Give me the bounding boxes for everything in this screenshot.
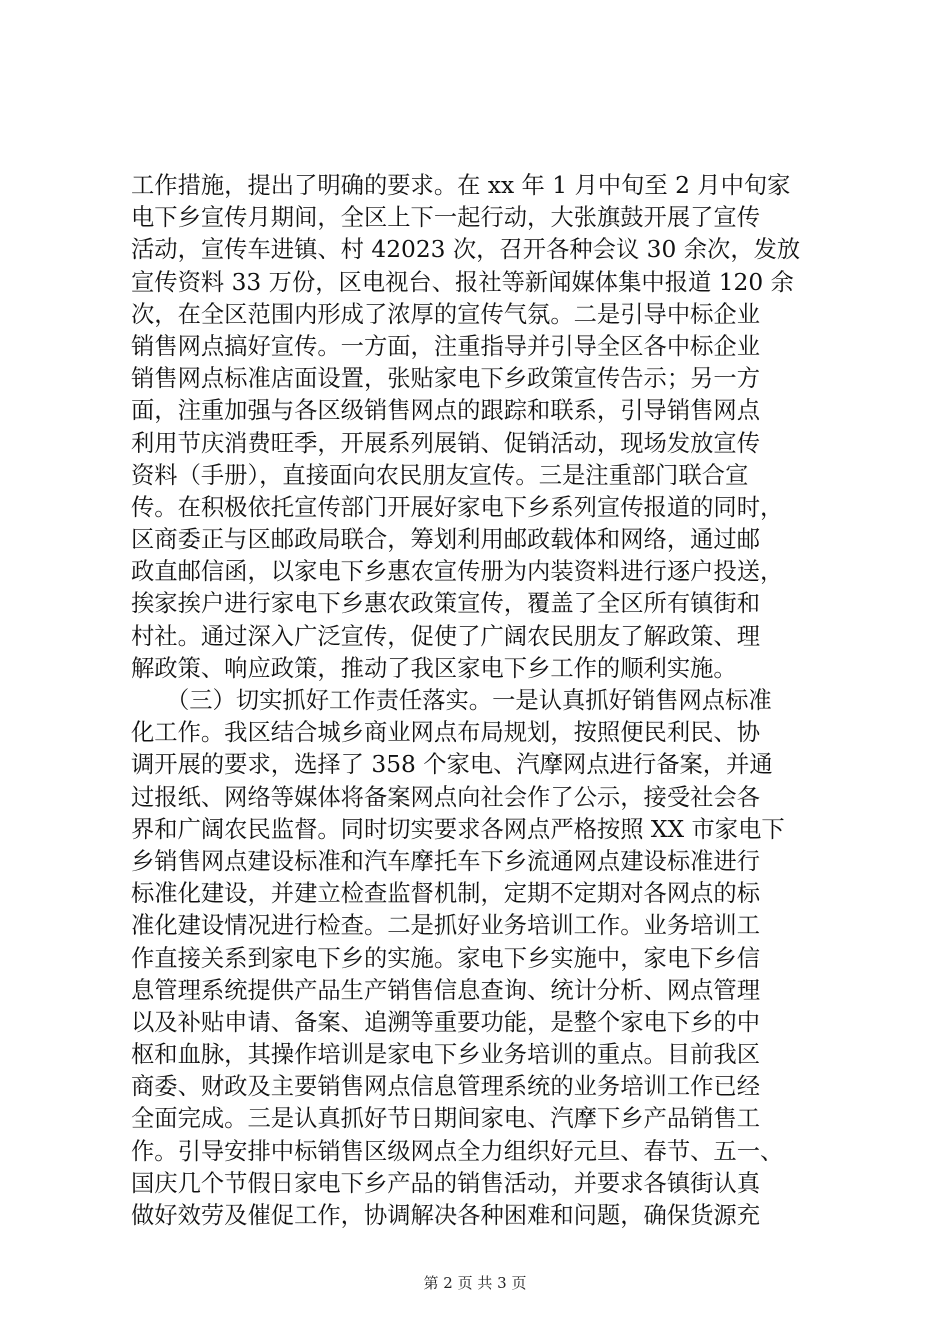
- page-footer: 第 2 页 共 3 页: [423, 1274, 527, 1292]
- text-line: 资料（手册），直接面向农民朋友宣传。三是注重部门联合宣: [131, 461, 749, 489]
- text-line: 销售网点标准店面设置，张贴家电下乡政策宣传告示；另一方: [131, 365, 761, 393]
- text-line: 次，在全区范围内形成了浓厚的宣传气氛。二是引导中标企业: [131, 300, 761, 328]
- text-line: 商委、财政及主要销售网点信息管理系统的业务培训工作已经: [131, 1073, 761, 1101]
- text-line: 做好效劳及催促工作，协调解决各种困难和问题，确保货源充: [131, 1202, 761, 1229]
- text-line: 面，注重加强与各区级销售网点的跟踪和联系，引导销售网点: [131, 397, 761, 425]
- text-line: 过报纸、网络等媒体将备案网点向社会作了公示，接受社会各: [131, 783, 761, 811]
- text-line: 作。引导安排中标销售区级网点全力组织好元旦、春节、五一、: [131, 1137, 784, 1165]
- text-line: 挨家挨户进行家电下乡惠农政策宣传，覆盖了全区所有镇街和: [131, 590, 761, 618]
- text-line: 界和广阔农民监督。同时切实要求各网点严格按照 XX 市家电下: [131, 815, 785, 843]
- text-line: 息管理系统提供产品生产销售信息查询、统计分析、网点管理: [131, 976, 761, 1004]
- text-line: 枢和血脉，其操作培训是家电下乡业务培训的重点。目前我区: [131, 1041, 761, 1069]
- section-heading-line: （三）切实抓好工作责任落实。一是认真抓好销售网点标准: [131, 687, 772, 714]
- text-line: 区商委正与区邮政局联合，筹划利用邮政载体和网络，通过邮: [131, 526, 761, 554]
- text-line: 化工作。我区结合城乡商业网点布局规划，按照便民利民、协: [131, 719, 761, 747]
- text-line: 准化建设情况进行检查。二是抓好业务培训工作。业务培训工: [131, 912, 761, 940]
- text-line: 电下乡宣传月期间，全区上下一起行动，大张旗鼓开展了宣传: [131, 204, 761, 232]
- text-line: 全面完成。三是认真抓好节日期间家电、汽摩下乡产品销售工: [131, 1105, 761, 1133]
- text-line: 传。在积极依托宣传部门开展好家电下乡系列宣传报道的同时，: [131, 493, 784, 521]
- text-line: 利用节庆消费旺季，开展系列展销、促销活动，现场发放宣传: [131, 429, 761, 457]
- text-line: 乡销售网点建设标准和汽车摩托车下乡流通网点建设标准进行: [131, 847, 761, 875]
- text-line: 解政策、响应政策，推动了我区家电下乡工作的顺利实施。: [131, 654, 737, 682]
- text-line: 政直邮信函，以家电下乡惠农宣传册为内装资料进行逐户投送，: [131, 558, 784, 586]
- text-line: 国庆几个节假日家电下乡产品的销售活动，并要求各镇街认真: [131, 1169, 761, 1197]
- text-line: 活动，宣传车进镇、村 42023 次，召开各种会议 30 余次，发放: [131, 236, 801, 264]
- document-body: [131, 170, 831, 1232]
- text-line: 工作措施，提出了明确的要求。在 xx 年 1 月中旬至 2 月中旬家: [131, 172, 791, 199]
- text-line: 宣传资料 33 万份，区电视台、报社等新闻媒体集中报道 120 余: [131, 268, 794, 296]
- text-line: 以及补贴申请、备案、追溯等重要功能，是整个家电下乡的中: [131, 1008, 761, 1036]
- text-line: 销售网点搞好宣传。一方面，注重指导并引导全区各中标企业: [131, 332, 761, 360]
- text-line: 标准化建设，并建立检查监督机制，定期不定期对各网点的标: [131, 880, 761, 908]
- text-line: 作直接关系到家电下乡的实施。家电下乡实施中，家电下乡信: [131, 944, 761, 972]
- text-line: 调开展的要求，选择了 358 个家电、汽摩网点进行备案，并通: [131, 751, 773, 779]
- text-line: 村社。通过深入广泛宣传，促使了广阔农民朋友了解政策、理: [131, 622, 761, 650]
